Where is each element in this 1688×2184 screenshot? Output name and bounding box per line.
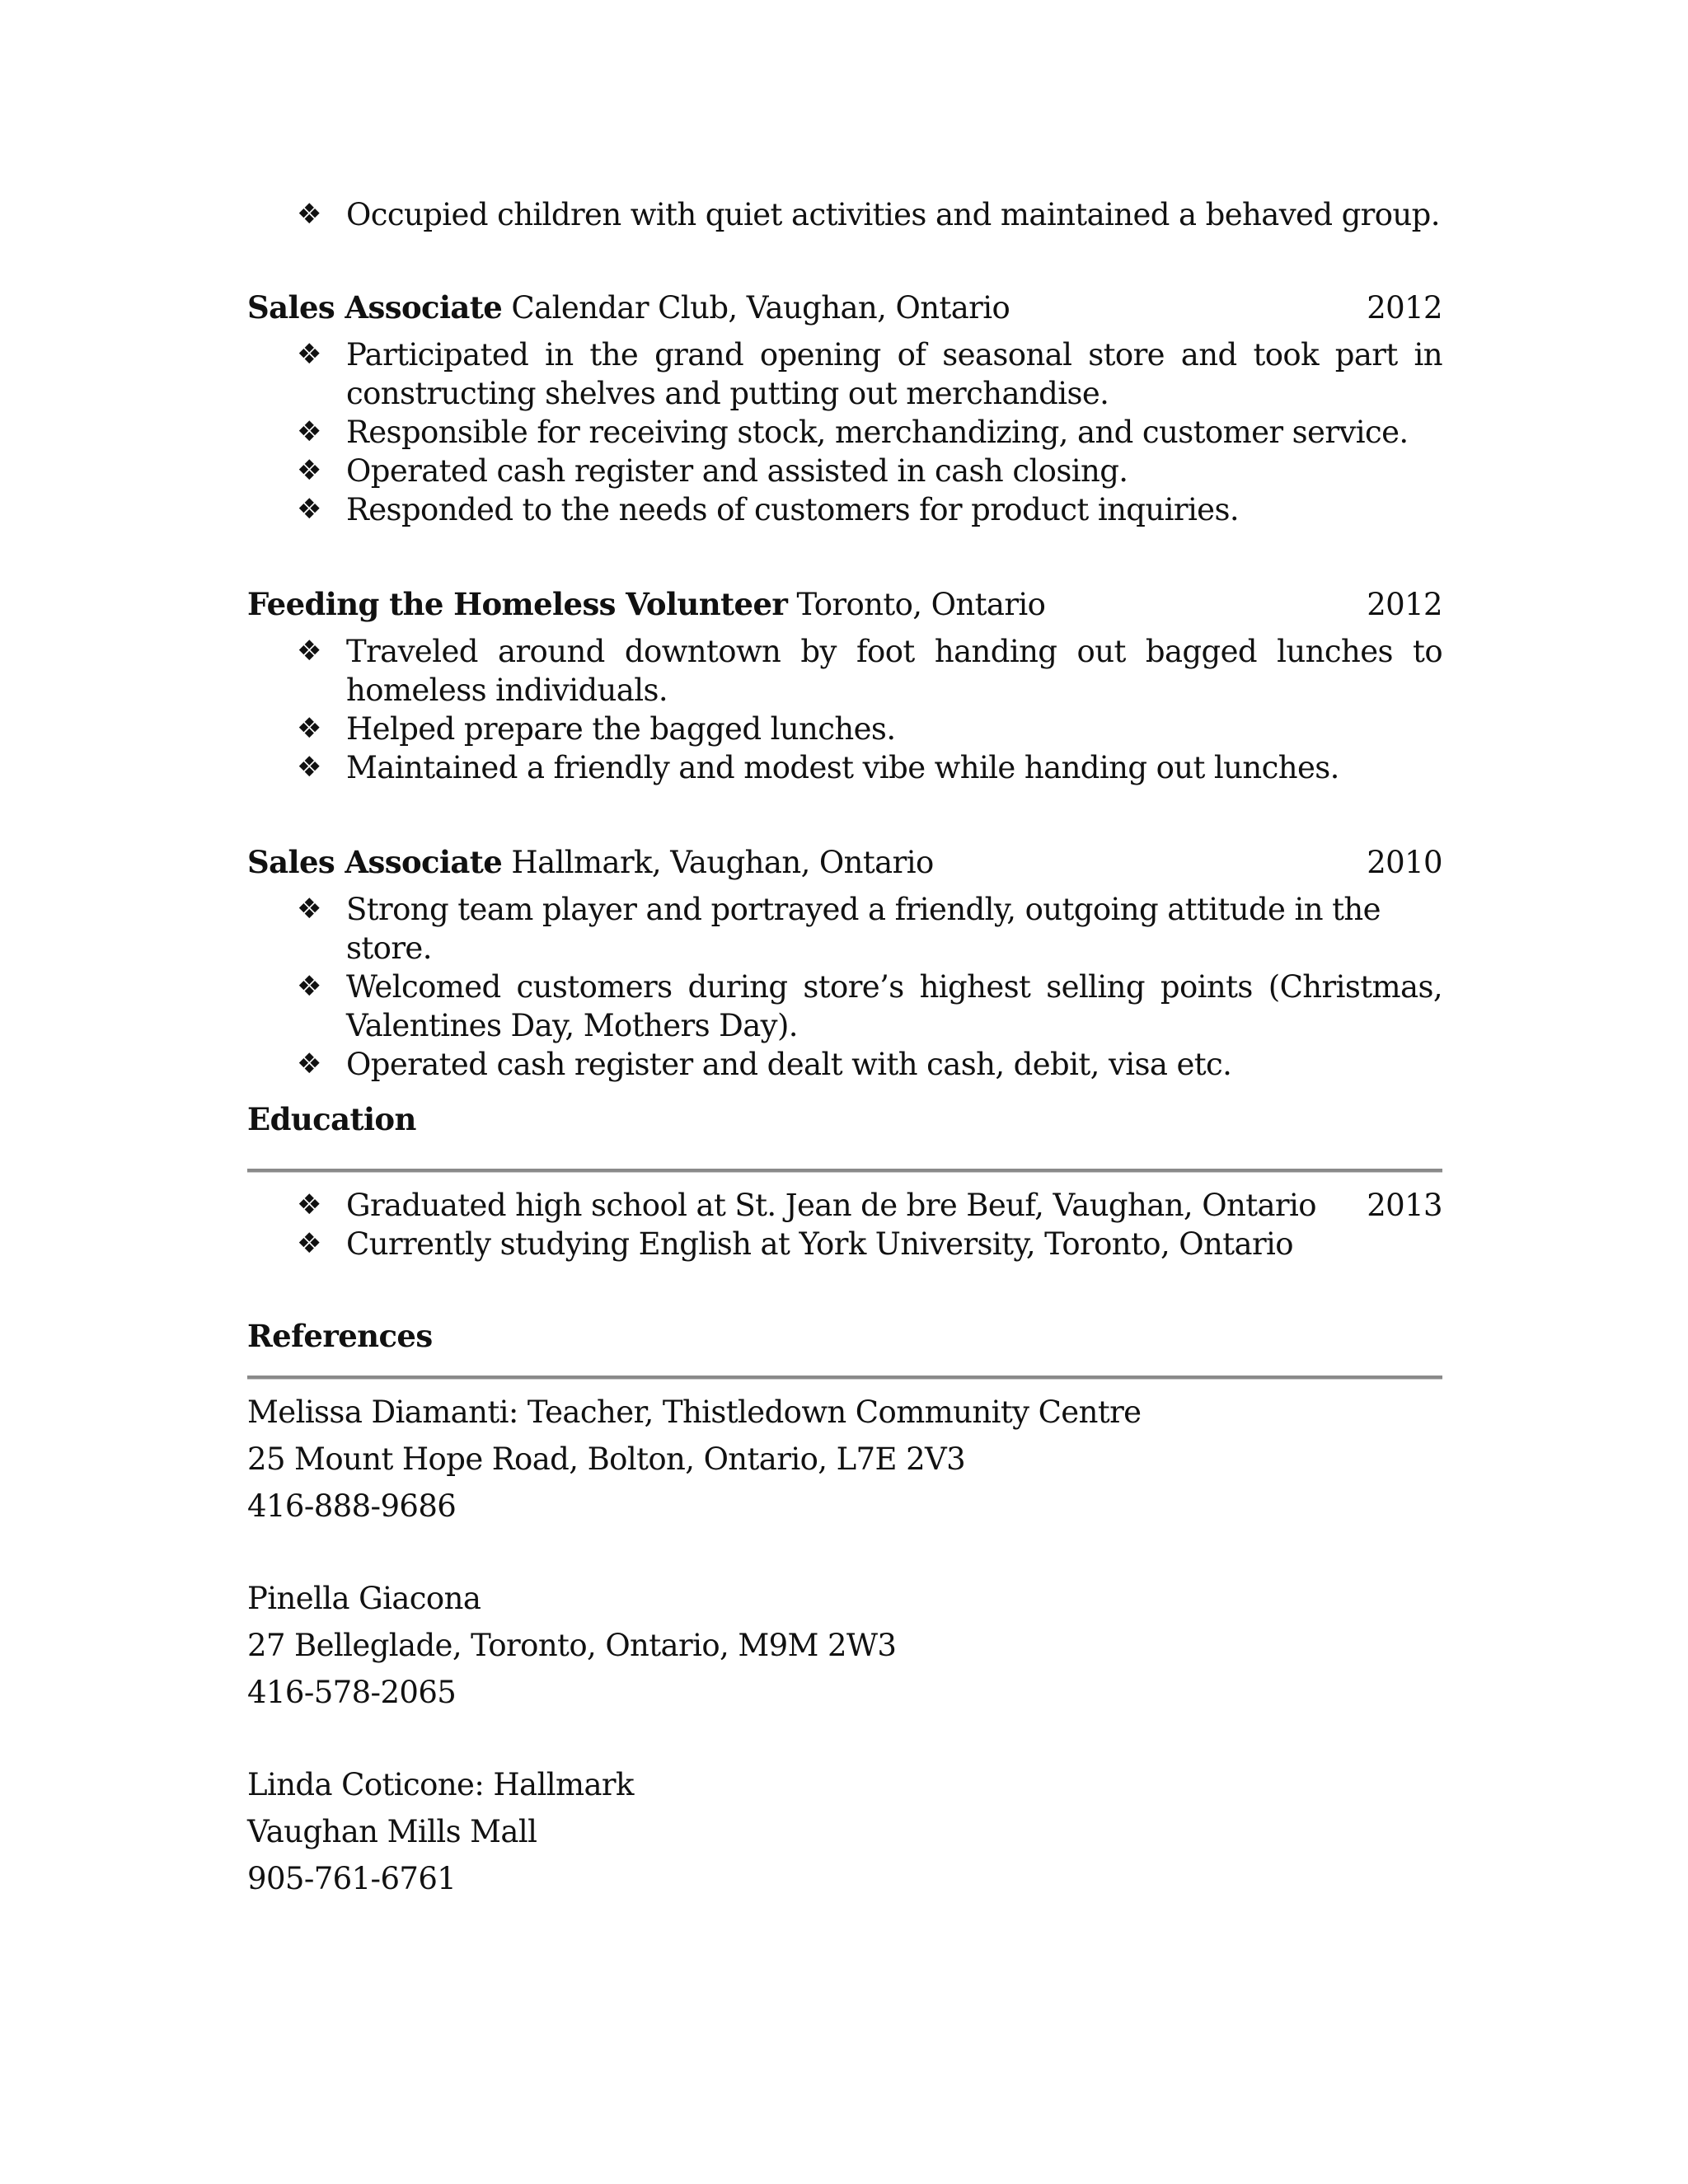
list-item: [247, 413, 1442, 452]
job-organization: Toronto, Ontario: [796, 587, 1046, 622]
job-organization: Calendar Club, Vaughan, Ontario: [511, 290, 1010, 326]
section-divider: [247, 1376, 1442, 1379]
job-year: 2012: [1367, 290, 1442, 326]
bullet-text: Participated in the grand opening of seasonal store and took part in constructing shelves and putting out merchandise.: [346, 337, 1442, 411]
reference-phone: 416-888-9686: [247, 1488, 457, 1524]
list-item: [247, 890, 1442, 968]
section-title-references: References: [247, 1318, 433, 1354]
intro-continuation: [247, 195, 1442, 234]
four-diamond-bullet-icon: ❖: [297, 1188, 321, 1221]
job-heading: [247, 843, 934, 882]
job-entry-calendar-club: [247, 288, 1442, 529]
list-item: [247, 710, 1442, 748]
education-year: 2013: [1367, 1188, 1442, 1223]
four-diamond-bullet-icon: ❖: [297, 493, 321, 526]
reference-phone: 905-761-6761: [247, 1861, 457, 1896]
reference-name: Linda Coticone: Hallmark: [247, 1767, 634, 1802]
education-text: Graduated high school at St. Jean de bre Beuf, Vaughan, Ontario: [346, 1188, 1316, 1223]
bullet-text: Responded to the needs of customers for product inquiries.: [346, 492, 1240, 527]
section-title-education: Education: [247, 1101, 416, 1137]
education-bullet-list: [247, 1186, 1442, 1263]
job-entry-feeding-the-homeless: [247, 585, 1442, 787]
job-bullet-list: [247, 632, 1442, 787]
list-item: [247, 335, 1442, 413]
education-text: Currently studying English at York University, Toronto, Ontario: [346, 1226, 1293, 1262]
bullet-text: Helped prepare the bagged lunches.: [346, 711, 896, 747]
four-diamond-bullet-icon: ❖: [297, 415, 321, 448]
list-item: [247, 1186, 1442, 1225]
job-title: Sales Associate: [247, 289, 503, 326]
four-diamond-bullet-icon: ❖: [297, 751, 321, 784]
list-item: [247, 1045, 1442, 1084]
job-bullet-list: [247, 890, 1442, 1084]
list-item: [247, 1225, 1442, 1263]
reference-name: Melissa Diamanti: Teacher, Thistledown Community Centre: [247, 1394, 1142, 1430]
section-divider: [247, 1169, 1442, 1172]
job-header: [247, 843, 1442, 882]
bullet-text: Maintained a friendly and modest vibe while handing out lunches.: [346, 750, 1339, 785]
reference-entry: [247, 1575, 1442, 1716]
reference-phone: 416-578-2065: [247, 1675, 457, 1710]
reference-address: 25 Mount Hope Road, Bolton, Ontario, L7E 2V3: [247, 1441, 966, 1477]
references-section: [247, 1317, 1442, 1902]
list-item: [247, 195, 1442, 234]
job-organization: Hallmark, Vaughan, Ontario: [511, 845, 934, 880]
reference-entry: [247, 1761, 1442, 1902]
reference-entry: [247, 1389, 1442, 1530]
list-item: [247, 632, 1442, 710]
four-diamond-bullet-icon: ❖: [297, 1047, 321, 1080]
job-year: 2010: [1367, 845, 1442, 880]
bullet-text: Traveled around downtown by foot handing out bagged lunches to homeless individuals.: [346, 634, 1442, 708]
reference-address: Vaughan Mills Mall: [247, 1814, 537, 1849]
education-row: [346, 1186, 1442, 1225]
four-diamond-bullet-icon: ❖: [297, 635, 321, 668]
four-diamond-bullet-icon: ❖: [297, 198, 321, 231]
job-title: Sales Associate: [247, 844, 503, 880]
bullet-text: Welcomed customers during store’s highest selling points (Christmas, Valentines Day, Mothers Day).: [346, 969, 1442, 1043]
four-diamond-bullet-icon: ❖: [297, 893, 321, 926]
education-row: [346, 1225, 1442, 1263]
job-year: 2012: [1367, 587, 1442, 622]
job-header: [247, 585, 1442, 624]
reference-name: Pinella Giacona: [247, 1581, 481, 1616]
job-title: Feeding the Homeless Volunteer: [247, 586, 788, 622]
four-diamond-bullet-icon: ❖: [297, 970, 321, 1003]
bullet-text: Operated cash register and assisted in cash closing.: [346, 453, 1128, 489]
intro-bullet-list: [247, 195, 1442, 234]
list-item: [247, 968, 1442, 1045]
list-item: [247, 452, 1442, 490]
job-heading: [247, 585, 1045, 624]
job-entry-hallmark: [247, 843, 1442, 1084]
job-header: [247, 288, 1442, 327]
education-section: [247, 1100, 1442, 1263]
list-item: [247, 748, 1442, 787]
four-diamond-bullet-icon: ❖: [297, 712, 321, 745]
four-diamond-bullet-icon: ❖: [297, 454, 321, 487]
four-diamond-bullet-icon: ❖: [297, 338, 321, 371]
bullet-text: Occupied children with quiet activities and maintained a behaved group.: [346, 197, 1440, 232]
bullet-text: Strong team player and portrayed a friendly, outgoing attitude in the store.: [346, 892, 1381, 966]
reference-address: 27 Belleglade, Toronto, Ontario, M9M 2W3: [247, 1628, 897, 1663]
job-bullet-list: [247, 335, 1442, 529]
bullet-text: Responsible for receiving stock, merchandizing, and customer service.: [346, 415, 1409, 450]
job-heading: [247, 288, 1010, 327]
four-diamond-bullet-icon: ❖: [297, 1227, 321, 1260]
list-item: [247, 490, 1442, 529]
bullet-text: Operated cash register and dealt with cash, debit, visa etc.: [346, 1047, 1232, 1082]
